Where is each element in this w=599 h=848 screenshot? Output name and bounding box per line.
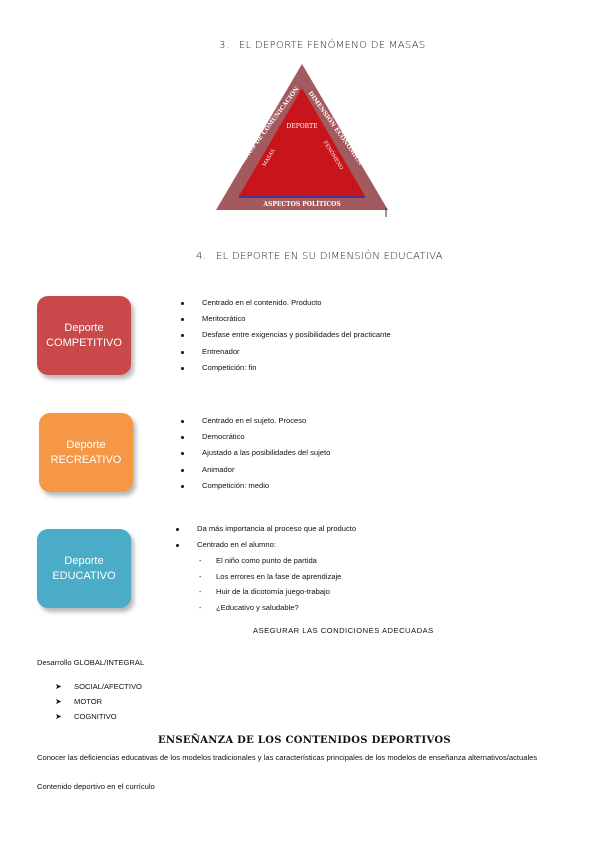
sublist-item: - Huir de la dicotomía juego-trabajo bbox=[170, 584, 341, 600]
box-educativo-line1: Deporte bbox=[64, 554, 104, 567]
list-item: Animador bbox=[175, 462, 330, 478]
triangle-right-label: DIMENSIÓN ECONÓMICA bbox=[306, 89, 364, 167]
section-4-number: 4. bbox=[196, 251, 207, 262]
triangle-inner-right-label: FENÓMENO bbox=[321, 139, 345, 172]
list-item: Ajustado a las posibilidades del sujeto bbox=[175, 445, 330, 461]
sublist-educativo bbox=[170, 553, 341, 615]
list-item: Entrenador bbox=[175, 344, 391, 360]
desarrollo-label: Desarrollo GLOBAL/INTEGRAL bbox=[37, 658, 145, 667]
sublist-item: - El niño como punto de partida bbox=[170, 553, 341, 569]
box-recreativo bbox=[39, 413, 133, 492]
section-3-heading bbox=[219, 40, 426, 51]
triangle-center-label: DEPORTE bbox=[286, 123, 318, 130]
box-recreativo-line1: Deporte bbox=[66, 438, 106, 451]
arrow-bullet-icon: ➤ bbox=[55, 712, 62, 721]
arrow-list-item-label: SOCIAL/AFECTIVO bbox=[74, 682, 142, 691]
list-recreativo bbox=[175, 413, 330, 494]
list-item: Desfase entre exigencias y posibilidades del practicante bbox=[175, 327, 391, 343]
arrow-list-item bbox=[55, 679, 142, 694]
masas-triangle-diagram bbox=[210, 60, 395, 218]
list-item: Centrado en el alumno: bbox=[170, 537, 356, 553]
box-recreativo-line2: RECREATIVO bbox=[50, 453, 122, 466]
ensenanza-title: ENSEÑANZA DE LOS CONTENIDOS DEPORTIVOS bbox=[158, 735, 451, 746]
box-educativo-line2: EDUCATIVO bbox=[52, 569, 116, 582]
list-competitivo bbox=[175, 295, 391, 376]
list-item: Centrado en el sujeto. Proceso bbox=[175, 413, 330, 429]
contenido-label: Contenido deportivo en el currículo bbox=[37, 782, 155, 791]
ensenanza-text: Conocer las deficiencias educativas de los modelos tradicionales y las características principales de los modelos de enseñanza alternativos/actuales bbox=[37, 753, 538, 762]
asegurar-heading: ASEGURAR LAS CONDICIONES ADECUADAS bbox=[253, 626, 434, 635]
arrow-list-item-label: COGNITIVO bbox=[74, 712, 117, 721]
arrow-list-item bbox=[55, 694, 142, 709]
section-3-title: EL DEPORTE FENÓMENO DE MASAS bbox=[239, 40, 426, 51]
list-item: Meritocrático bbox=[175, 311, 391, 327]
list-item: Da más importancia al proceso que al producto bbox=[170, 521, 356, 537]
triangle-inner-left-label: MASAS bbox=[261, 148, 277, 168]
arrow-list-item bbox=[55, 709, 142, 724]
arrow-bullet-icon: ➤ bbox=[55, 697, 62, 706]
list-item: Competición: fin bbox=[175, 360, 391, 376]
section-3-number: 3. bbox=[219, 40, 230, 51]
section-4-heading bbox=[196, 251, 443, 262]
box-educativo bbox=[37, 529, 131, 608]
box-competitivo-line2: COMPETITIVO bbox=[46, 336, 122, 349]
arrow-bullet-icon: ➤ bbox=[55, 682, 62, 691]
arrow-list-item-label: MOTOR bbox=[74, 697, 103, 706]
list-item: Competición: medio bbox=[175, 478, 330, 494]
section-4-title: EL DEPORTE EN SU DIMENSIÓN EDUCATIVA bbox=[216, 251, 443, 262]
box-competitivo bbox=[37, 296, 131, 375]
list-item: Democrático bbox=[175, 429, 330, 445]
list-educativo bbox=[170, 521, 356, 552]
triangle-bottom-label: ASPECTOS POLÍTICOS bbox=[263, 201, 341, 208]
box-competitivo-line1: Deporte bbox=[64, 321, 104, 334]
triangle-left-label: MEDIOS DE COMUNICACIÓN bbox=[234, 85, 301, 171]
list-item: Centrado en el contenido. Producto bbox=[175, 295, 391, 311]
desarrollo-list bbox=[55, 679, 142, 724]
sublist-item: - Los errores en la fase de aprendizaje bbox=[170, 569, 341, 585]
sublist-item: - ¿Educativo y saludable? bbox=[170, 600, 341, 616]
